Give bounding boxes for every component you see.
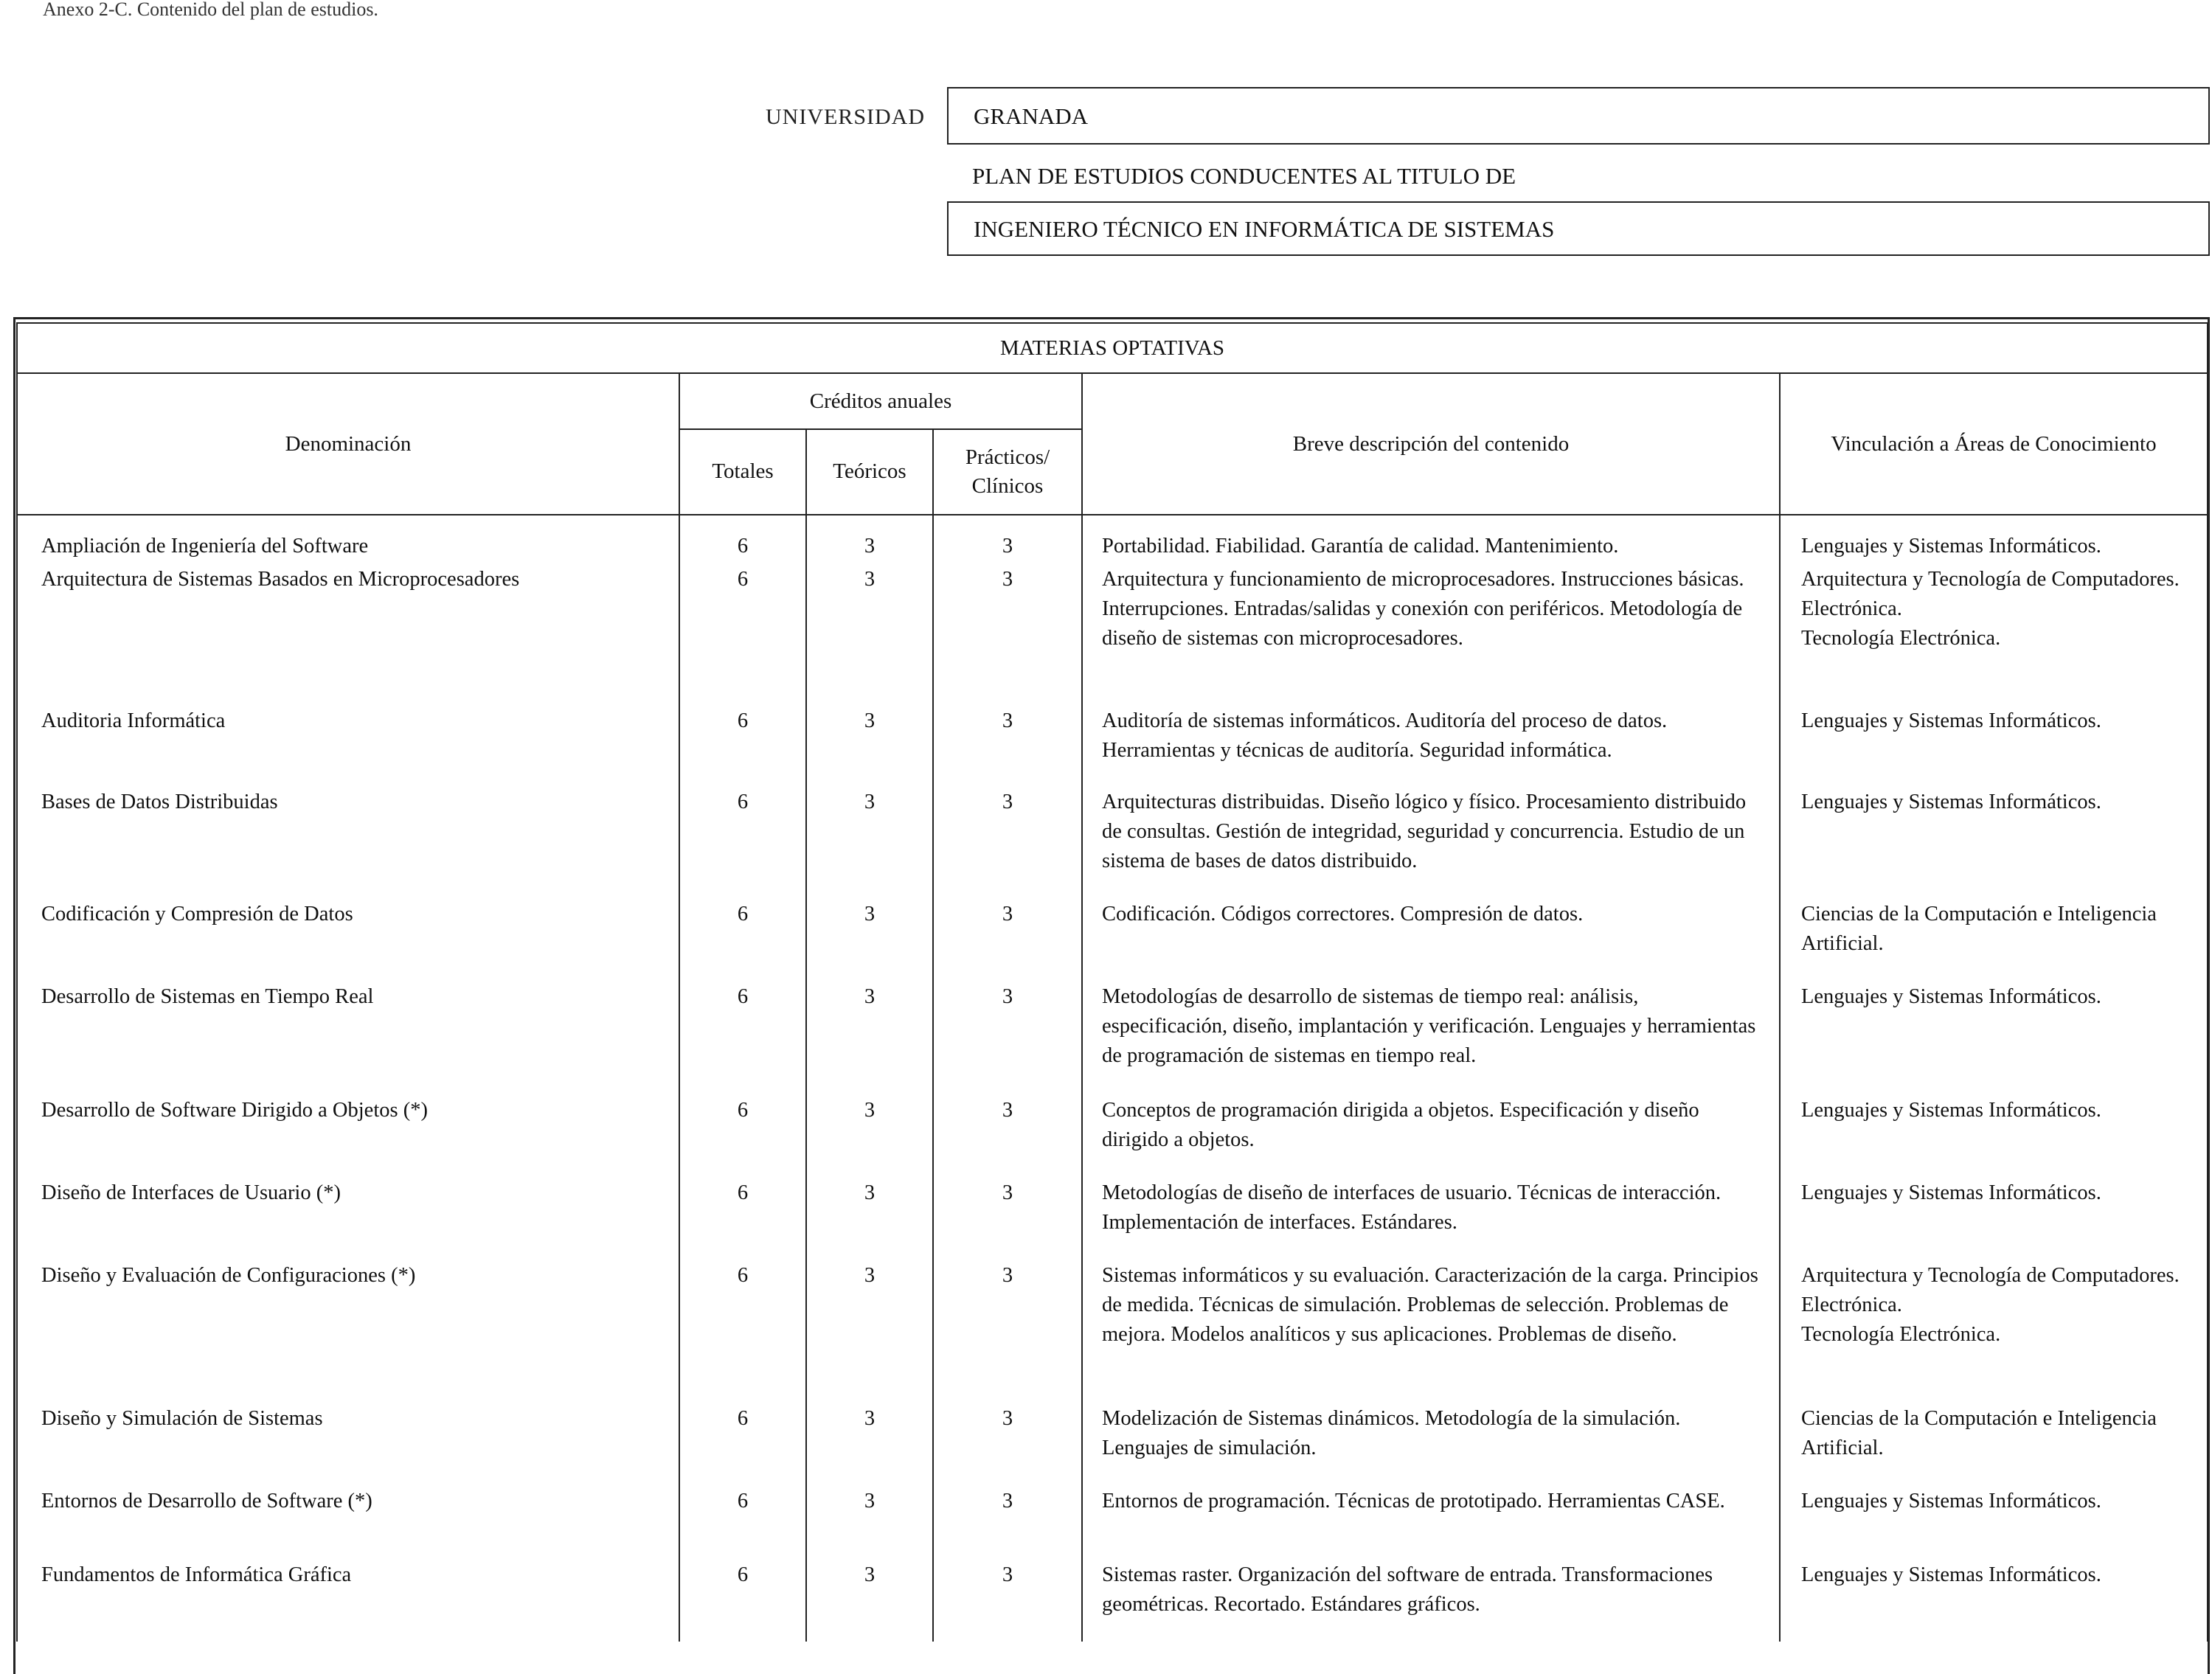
- knowledge-areas: [1780, 515, 2208, 565]
- credits-totales: 6: [679, 706, 806, 788]
- knowledge-area-item: Lenguajes y Sistemas Informáticos.: [1801, 985, 2101, 1008]
- credits-totales: 6: [679, 1404, 806, 1487]
- knowledge-areas: [1780, 1487, 2208, 1560]
- knowledge-areas: [1780, 706, 2208, 788]
- credits-totales: 6: [679, 982, 806, 1096]
- credits-totales: 6: [679, 900, 806, 982]
- knowledge-area-item: Lenguajes y Sistemas Informáticos.: [1801, 709, 2101, 732]
- knowledge-area-item: Ciencias de la Computación e Inteligencia Artificial.: [1801, 903, 2157, 955]
- content-description: Entornos de programación. Técnicas de prototipado. Herramientas CASE.: [1082, 1487, 1780, 1560]
- credits-practicos: 3: [933, 706, 1082, 788]
- credits-teoricos: 3: [806, 1404, 933, 1487]
- knowledge-areas: [1780, 900, 2208, 982]
- table-row: [17, 515, 2208, 565]
- knowledge-area-item: Tecnología Electrónica.: [1801, 627, 2001, 650]
- header-areas: Vinculación a Áreas de Conocimiento: [1780, 373, 2208, 515]
- knowledge-areas: [1780, 1096, 2208, 1178]
- table-row: [17, 706, 2208, 788]
- knowledge-area-item: Lenguajes y Sistemas Informáticos.: [1801, 791, 2101, 813]
- knowledge-area-item: Lenguajes y Sistemas Informáticos.: [1801, 1563, 2101, 1586]
- knowledge-area-item: Lenguajes y Sistemas Informáticos.: [1801, 535, 2101, 558]
- table-row: [17, 1178, 2208, 1261]
- credits-teoricos: 3: [806, 565, 933, 706]
- university-name-box: [947, 87, 2210, 145]
- annex-caption: Anexo 2-C. Contenido del plan de estudios.: [43, 0, 378, 20]
- content-description: Metodologías de diseño de interfaces de usuario. Técnicas de interacción. Implementación de interfaces. Estándares.: [1082, 1178, 1780, 1261]
- credits-teoricos: 3: [806, 982, 933, 1096]
- knowledge-areas: [1780, 982, 2208, 1096]
- header-creditos: Créditos anuales: [679, 373, 1082, 429]
- credits-teoricos: 3: [806, 1560, 933, 1642]
- credits-totales: 6: [679, 1178, 806, 1261]
- credits-teoricos: 3: [806, 1096, 933, 1178]
- subject-name: Desarrollo de Sistemas en Tiempo Real: [17, 982, 679, 1096]
- header-teoricos: Teóricos: [806, 429, 933, 515]
- subject-name: Diseño de Interfaces de Usuario (*): [17, 1178, 679, 1261]
- credits-teoricos: 3: [806, 788, 933, 900]
- table-row: [17, 1261, 2208, 1404]
- subject-name: Arquitectura de Sistemas Basados en Microprocesadores: [17, 565, 679, 706]
- subject-name: Desarrollo de Software Dirigido a Objetos (*): [17, 1096, 679, 1178]
- header-practicos: Prácticos/ Clínicos: [933, 429, 1082, 515]
- subject-name: Entornos de Desarrollo de Software (*): [17, 1487, 679, 1560]
- subject-name: Ampliación de Ingeniería del Software: [17, 515, 679, 565]
- table-row: [17, 900, 2208, 982]
- knowledge-areas: [1780, 1560, 2208, 1642]
- credits-practicos: 3: [933, 982, 1082, 1096]
- knowledge-area-item: Electrónica.: [1801, 597, 1902, 620]
- header-denominacion: Denominación: [17, 373, 679, 515]
- knowledge-areas: [1780, 1404, 2208, 1487]
- content-description: Modelización de Sistemas dinámicos. Metodología de la simulación. Lenguajes de simulación.: [1082, 1404, 1780, 1487]
- subject-name: Auditoria Informática: [17, 706, 679, 788]
- knowledge-area-item: Ciencias de la Computación e Inteligencia Artificial.: [1801, 1407, 2157, 1459]
- credits-teoricos: 3: [806, 706, 933, 788]
- table-body: [17, 515, 2208, 1642]
- credits-practicos: 3: [933, 1487, 1082, 1560]
- knowledge-areas: [1780, 788, 2208, 900]
- degree-title: INGENIERO TÉCNICO EN INFORMÁTICA DE SISTEMAS: [974, 216, 1555, 242]
- knowledge-areas: [1780, 1261, 2208, 1404]
- content-description: Conceptos de programación dirigida a objetos. Especificación y diseño dirigido a objetos.: [1082, 1096, 1780, 1178]
- subject-name: Bases de Datos Distribuidas: [17, 788, 679, 900]
- knowledge-area-item: Lenguajes y Sistemas Informáticos.: [1801, 1490, 2101, 1512]
- credits-practicos: 3: [933, 565, 1082, 706]
- optional-subjects-table: [16, 322, 2208, 1642]
- content-description: Sistemas raster. Organización del software de entrada. Transformaciones geométricas. Recortado. Estándares gráficos.: [1082, 1560, 1780, 1642]
- table-title: MATERIAS OPTATIVAS: [17, 323, 2208, 373]
- credits-teoricos: 3: [806, 1261, 933, 1404]
- university-label: UNIVERSIDAD: [766, 105, 925, 129]
- content-description: Arquitectura y funcionamiento de microprocesadores. Instrucciones básicas. Interrupciones. Entradas/salidas y conexión con periféricos. Metodología de diseño de sistemas con microprocesadores.: [1082, 565, 1780, 706]
- degree-title-box: [947, 201, 2210, 256]
- credits-totales: 6: [679, 515, 806, 565]
- content-description: Auditoría de sistemas informáticos. Auditoría del proceso de datos. Herramientas y técnicas de auditoría. Seguridad informática.: [1082, 706, 1780, 788]
- knowledge-areas: [1780, 565, 2208, 706]
- credits-teoricos: 3: [806, 515, 933, 565]
- credits-practicos: 3: [933, 1560, 1082, 1642]
- subject-name: Diseño y Evaluación de Configuraciones (*): [17, 1261, 679, 1404]
- content-description: Codificación. Códigos correctores. Compresión de datos.: [1082, 900, 1780, 982]
- credits-totales: 6: [679, 788, 806, 900]
- credits-teoricos: 3: [806, 1178, 933, 1261]
- knowledge-area-item: Electrónica.: [1801, 1293, 1902, 1316]
- credits-practicos: 3: [933, 788, 1082, 900]
- credits-teoricos: 3: [806, 1487, 933, 1560]
- credits-practicos: 3: [933, 1096, 1082, 1178]
- subject-name: Fundamentos de Informática Gráfica: [17, 1560, 679, 1642]
- university-name: GRANADA: [974, 103, 1088, 129]
- knowledge-areas: [1780, 1178, 2208, 1261]
- credits-totales: 6: [679, 1560, 806, 1642]
- table-row: [17, 788, 2208, 900]
- table-row: [17, 1487, 2208, 1560]
- content-description: Portabilidad. Fiabilidad. Garantía de calidad. Mantenimiento.: [1082, 515, 1780, 565]
- content-description: Arquitecturas distribuidas. Diseño lógico y físico. Procesamiento distribuido de consultas. Gestión de integridad, seguridad y concurrencia. Estudio de un sistema de bases de datos distribuido.: [1082, 788, 1780, 900]
- table-row: [17, 1560, 2208, 1642]
- table-row: [17, 1096, 2208, 1178]
- table-row: [17, 982, 2208, 1096]
- credits-teoricos: 3: [806, 900, 933, 982]
- knowledge-area-item: Tecnología Electrónica.: [1801, 1323, 2001, 1346]
- content-description: Sistemas informáticos y su evaluación. Caracterización de la carga. Principios de medida. Técnicas de simulación. Problemas de selección. Problemas de mejora. Modelos analíticos y sus aplicaciones. Problemas de diseño.: [1082, 1261, 1780, 1404]
- credits-totales: 6: [679, 565, 806, 706]
- credits-totales: 6: [679, 1096, 806, 1178]
- header-totales: Totales: [679, 429, 806, 515]
- knowledge-area-item: Lenguajes y Sistemas Informáticos.: [1801, 1181, 2101, 1204]
- plan-label: PLAN DE ESTUDIOS CONDUCENTES AL TITULO DE: [972, 163, 1516, 189]
- credits-practicos: 3: [933, 515, 1082, 565]
- credits-practicos: 3: [933, 1178, 1082, 1261]
- table-row: [17, 1404, 2208, 1487]
- knowledge-area-item: Arquitectura y Tecnología de Computadores.: [1801, 568, 2180, 591]
- credits-practicos: 3: [933, 1404, 1082, 1487]
- credits-totales: 6: [679, 1487, 806, 1560]
- credits-practicos: 3: [933, 1261, 1082, 1404]
- subject-name: Diseño y Simulación de Sistemas: [17, 1404, 679, 1487]
- header-descripcion: Breve descripción del contenido: [1082, 373, 1780, 515]
- table-row: [17, 565, 2208, 706]
- knowledge-area-item: Arquitectura y Tecnología de Computadores.: [1801, 1264, 2180, 1287]
- subject-name: Codificación y Compresión de Datos: [17, 900, 679, 982]
- knowledge-area-item: Lenguajes y Sistemas Informáticos.: [1801, 1099, 2101, 1122]
- content-description: Metodologías de desarrollo de sistemas de tiempo real: análisis, especificación, diseño, implantación y verificación. Lenguajes y herramientas de programación de sistemas en tiempo real.: [1082, 982, 1780, 1096]
- credits-totales: 6: [679, 1261, 806, 1404]
- credits-practicos: 3: [933, 900, 1082, 982]
